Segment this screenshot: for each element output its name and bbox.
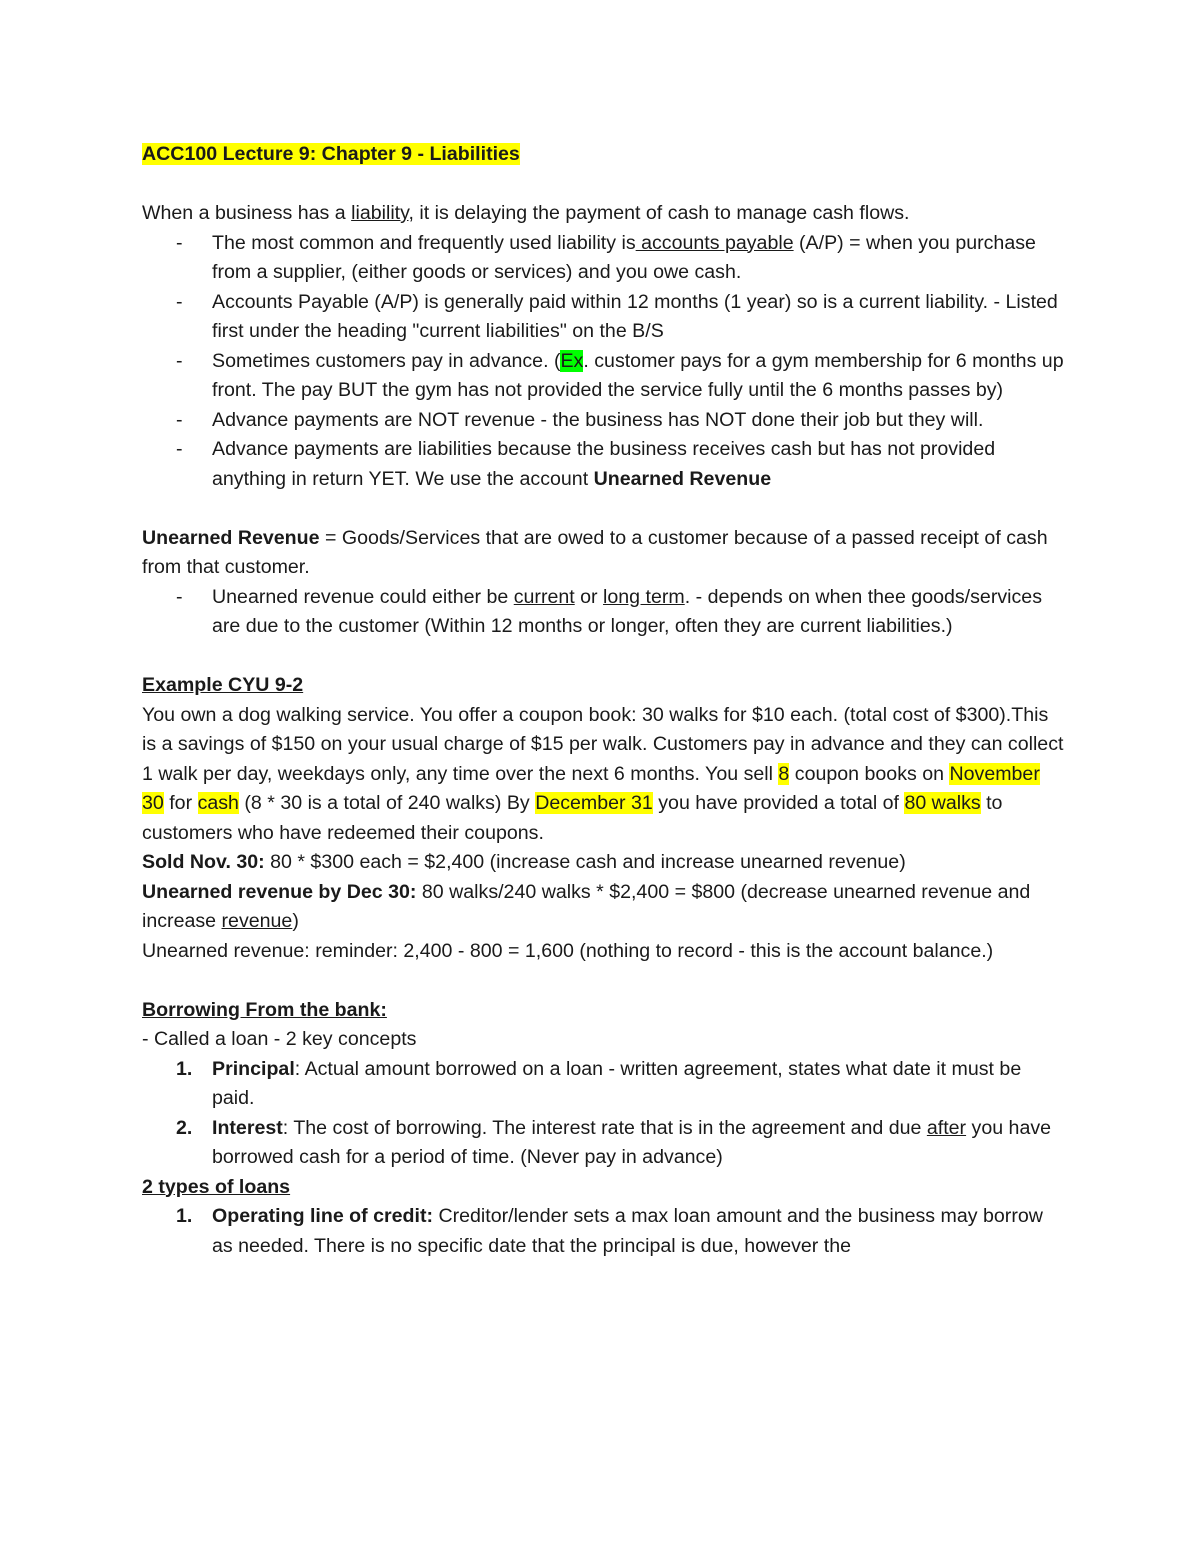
list-item xyxy=(142,1114,1067,1173)
called-loan-line: - Called a loan - 2 key concepts xyxy=(142,1028,417,1050)
sold-text: 80 * $300 each = $2,400 (increase cash and increase unearned revenue) xyxy=(264,851,906,873)
example-text: to customers who have redeemed their coupons. xyxy=(142,792,1003,844)
borrowing-heading: Borrowing From the bank: xyxy=(142,998,387,1021)
bullet-text: Accounts Payable (A/P) is generally paid within 12 months (1 year) so is a current liability. - Listed first under the heading "current liabilities" on the B/S xyxy=(212,290,1058,342)
list-item xyxy=(142,1055,1067,1114)
title-highlight: ACC100 Lecture 9: Chapter 9 - Liabilities xyxy=(142,143,520,165)
highlight-80-walks: 80 walks xyxy=(904,792,981,814)
example-text: coupon books on xyxy=(789,762,950,785)
sold-line xyxy=(142,848,1067,878)
operating-line-term: Operating line of credit: xyxy=(212,1205,433,1227)
item-text: Creditor/lender sets a max loan amount and the business may borrow as needed. There is no specific date that the principal is due, however the xyxy=(212,1205,1043,1257)
interest-term: Interest xyxy=(212,1116,283,1139)
item-text: : Actual amount borrowed on a loan - written agreement, states what date it must be paid. xyxy=(212,1057,1022,1109)
example-text: for xyxy=(163,792,198,814)
intro-text: When a business has a xyxy=(142,202,352,224)
unearned-revenue-term: Unearned Revenue xyxy=(593,467,772,490)
example-heading: Example CYU 9-2 xyxy=(142,674,304,696)
bullet-text: . - depends on when thee goods/services are due to the customer (Within 12 months or longer, often they are current liabilities.) xyxy=(212,585,1042,637)
item-text: : The cost of borrowing. The interest rate that is in the agreement and due xyxy=(282,1116,927,1139)
example-text: you have provided a total of xyxy=(652,792,905,814)
accounts-payable-link[interactable]: accounts payable xyxy=(635,231,794,254)
bullet-text: Advance payments are NOT revenue - the business has NOT done their job but they will. xyxy=(212,408,984,431)
after-link[interactable]: after xyxy=(926,1116,967,1139)
list-item xyxy=(142,347,1067,406)
example-highlight: Ex xyxy=(560,349,584,372)
item-number: 2. xyxy=(176,1116,193,1139)
list-item xyxy=(142,406,1067,436)
bullet-text: Sometimes customers pay in advance. ( xyxy=(212,349,561,372)
revenue-link[interactable]: revenue xyxy=(221,910,293,932)
unearned-by-dec-line xyxy=(142,878,1067,937)
unearned-by-dec-text-end: ) xyxy=(292,910,299,932)
long-term-link[interactable]: long term xyxy=(603,585,685,608)
list-item xyxy=(142,1202,1067,1261)
bullet-text: (A/P) = when you purchase from a supplier, (either goods or services) and you owe cash. xyxy=(212,231,1036,283)
liability-link[interactable]: liability xyxy=(351,202,409,224)
highlight-december-31: December 31 xyxy=(535,792,653,814)
bullet-text: Unearned revenue could either be xyxy=(212,585,514,608)
list-item xyxy=(142,583,1067,642)
example-paragraph xyxy=(142,701,1067,849)
current-link[interactable]: current xyxy=(513,585,575,608)
highlight-cash: cash xyxy=(197,792,239,814)
bullet-text: . customer pays for a gym membership for 6 months up front. The pay BUT the gym has not provided the service fully until the 6 months passes by) xyxy=(212,349,1064,401)
example-text: (8 * 30 is a total of 240 walks) By xyxy=(238,792,536,814)
list-item xyxy=(142,229,1067,288)
loan-concepts-list xyxy=(142,1055,1067,1173)
document-page xyxy=(142,140,1067,1261)
document-title xyxy=(142,140,1067,170)
intro-paragraph xyxy=(142,199,1067,229)
sold-label: Sold Nov. 30: xyxy=(142,851,265,873)
item-text: you have borrowed cash for a period of time. (Never pay in advance) xyxy=(212,1116,1052,1168)
intro-text-end: , it is delaying the payment of cash to manage cash flows. xyxy=(408,202,910,224)
bullet-text: or xyxy=(574,585,604,608)
loan-types-list xyxy=(142,1202,1067,1261)
principal-term: Principal xyxy=(212,1057,295,1080)
unearned-definition xyxy=(142,524,1067,583)
unearned-bullet-list xyxy=(142,583,1067,642)
example-text: You own a dog walking service. You offer a coupon book: 30 walks for $10 each. (total cost of $300).This is a savings of $150 on your usual charge of $15 per walk. Customers pay in advance and they can collect 1 walk per day, weekdays only, any time over the next 6 months. You sell xyxy=(142,703,1064,785)
unearned-term: Unearned Revenue xyxy=(142,526,320,549)
loan-types-heading: 2 types of loans xyxy=(142,1175,291,1198)
definition-text: = Goods/Services that are owed to a customer because of a passed receipt of cash from that customer. xyxy=(142,526,1048,578)
unearned-by-dec-text: 80 walks/240 walks * $2,400 = $800 (decrease unearned revenue and increase xyxy=(142,880,1031,932)
liability-bullet-list xyxy=(142,229,1067,495)
bullet-text: Advance payments are liabilities because the business receives cash but has not provided anything in return YET. We use the account xyxy=(212,438,996,490)
list-item xyxy=(142,435,1067,494)
item-number: 1. xyxy=(176,1057,193,1080)
highlight-november-30: November 30 xyxy=(142,762,1040,814)
list-item xyxy=(142,288,1067,347)
unearned-by-dec-label: Unearned revenue by Dec 30: xyxy=(142,880,417,903)
item-number: 1. xyxy=(176,1205,193,1227)
highlight-8: 8 xyxy=(778,762,790,785)
reminder-line: Unearned revenue: reminder: 2,400 - 800 = 1,600 (nothing to record - this is the account balance.) xyxy=(142,939,994,962)
bullet-text: The most common and frequently used liability is xyxy=(212,231,636,254)
